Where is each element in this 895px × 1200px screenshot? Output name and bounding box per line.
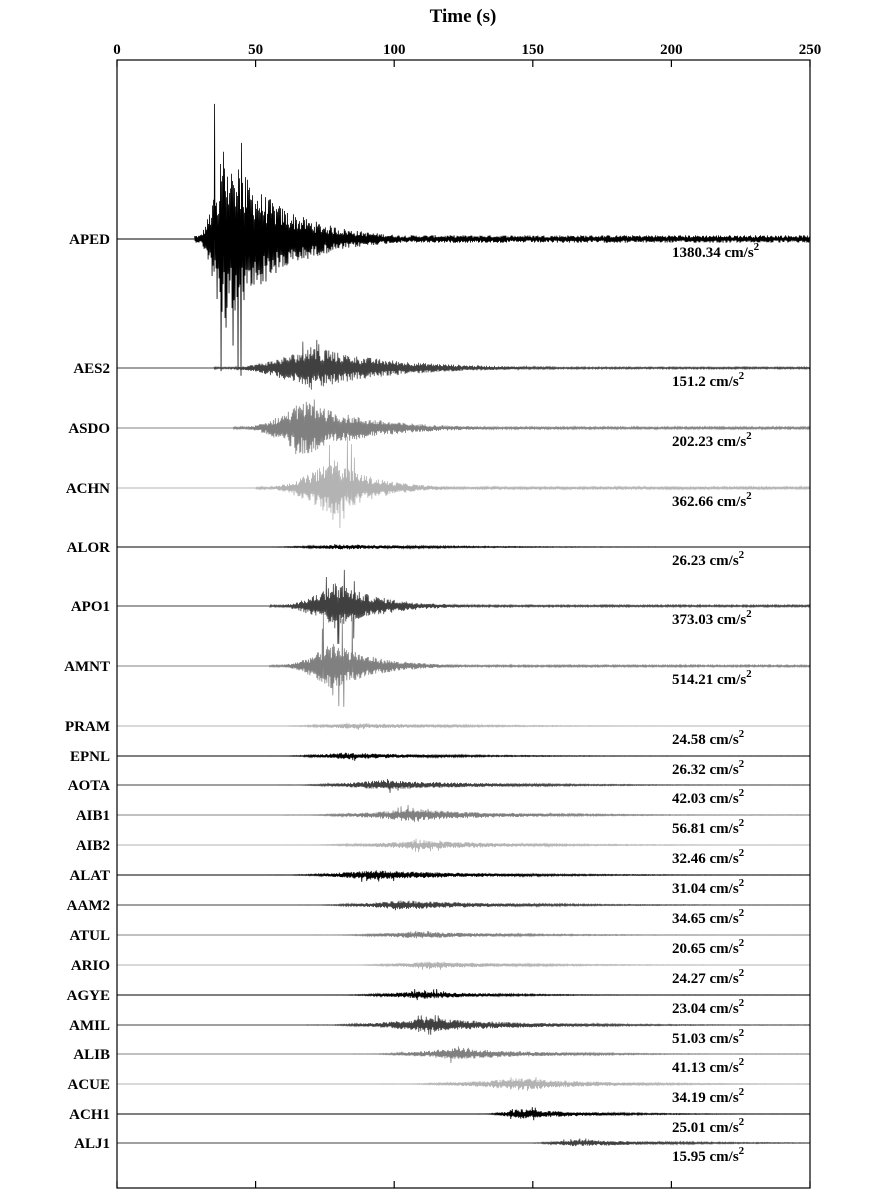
waveform [195,104,810,376]
pga-label: 151.2 $cm/s^2$ [672,370,745,390]
x-tick-label: 150 [521,42,545,58]
station-label: AMIL [69,1018,110,1034]
pga-label: 41.13 $cm/s^2$ [672,1056,745,1076]
waveform [380,1077,810,1091]
pga-label: 32.46 $cm/s^2$ [672,847,745,867]
trace-aib2 [117,839,810,852]
station-label: AGYE [66,988,110,1004]
trace-achn [117,437,810,528]
station-label: AOTA [67,778,110,794]
trace-apo1 [117,570,810,644]
station-label: AAM2 [66,898,110,914]
trace-aam2 [117,901,810,911]
pga-label: 20.65 $cm/s^2$ [672,937,745,957]
station-label: APO1 [70,599,110,615]
pga-label: 26.32 $cm/s^2$ [672,758,745,778]
pga-label: 15.95 $cm/s^2$ [672,1145,745,1165]
pga-label: 31.04 $cm/s^2$ [672,877,745,897]
station-label: AIB1 [75,808,110,824]
pga-label: 24.58 $cm/s^2$ [672,728,745,748]
station-label: AIB2 [75,838,110,854]
x-axis-title: Time (s) [429,6,497,27]
pga-label: 23.04 $cm/s^2$ [672,997,745,1017]
pga-label: 42.03 $cm/s^2$ [672,787,745,807]
station-label: ARIO [70,958,110,974]
pga-label: 51.03 $cm/s^2$ [672,1027,745,1047]
trace-aib1 [117,805,810,822]
waveform [269,753,809,761]
pga-label: 514.21 $cm/s^2$ [672,668,752,688]
pga-label: 34.65 $cm/s^2$ [672,907,745,927]
station-label: ASDO [68,421,110,437]
station-label: ACH1 [69,1107,110,1123]
waveform [269,570,809,644]
pga-label: 24.27 $cm/s^2$ [672,967,745,987]
x-tick-label: 250 [798,42,822,58]
waveform [269,615,809,707]
station-label: ACUE [67,1077,110,1093]
station-label: ALOR [66,540,110,556]
pga-label: 1380.34 $cm/s^2$ [672,241,760,261]
pga-label: 362.66 $cm/s^2$ [672,490,752,510]
station-label: AES2 [73,361,110,377]
waveform [250,544,810,549]
pga-label: 34.19 $cm/s^2$ [672,1086,745,1106]
trace-epnl [117,753,810,761]
station-label: ALIB [73,1047,110,1063]
station-label: ATUL [69,928,110,944]
pga-label: 202.23 $cm/s^2$ [672,430,752,450]
station-label: AMNT [64,659,110,675]
trace-pram [117,723,810,730]
waveform [519,1138,810,1146]
trace-acue [117,1077,810,1091]
waveform [325,989,810,1000]
x-tick-label: 100 [382,42,406,58]
trace-ach1 [117,1107,810,1120]
pga-label: 56.81 $cm/s^2$ [672,817,745,837]
waveform [477,1107,809,1120]
station-label: PRAM [65,719,110,735]
station-label: ACHN [65,481,110,497]
trace-atul [117,931,810,938]
trace-aped [117,104,810,376]
x-tick-label: 0 [113,42,121,58]
station-label: APED [69,232,110,248]
station-label: ALJ1 [74,1136,110,1152]
station-label: EPNL [69,749,110,765]
waveform [297,901,809,911]
trace-agye [117,989,810,1000]
waveform [256,437,810,528]
pga-label: 26.23 $cm/s^2$ [672,549,745,569]
waveform [283,839,809,852]
trace-alj1 [117,1138,810,1146]
waveform [283,805,809,822]
pga-label: 25.01 $cm/s^2$ [672,1116,745,1136]
pga-label: 373.03 $cm/s^2$ [672,608,752,628]
x-tick-label: 200 [660,42,683,58]
trace-ario [117,962,810,970]
station-label: ALAT [69,868,110,884]
trace-amnt [117,615,810,707]
trace-alor [117,544,810,549]
x-tick-label: 50 [248,42,264,58]
